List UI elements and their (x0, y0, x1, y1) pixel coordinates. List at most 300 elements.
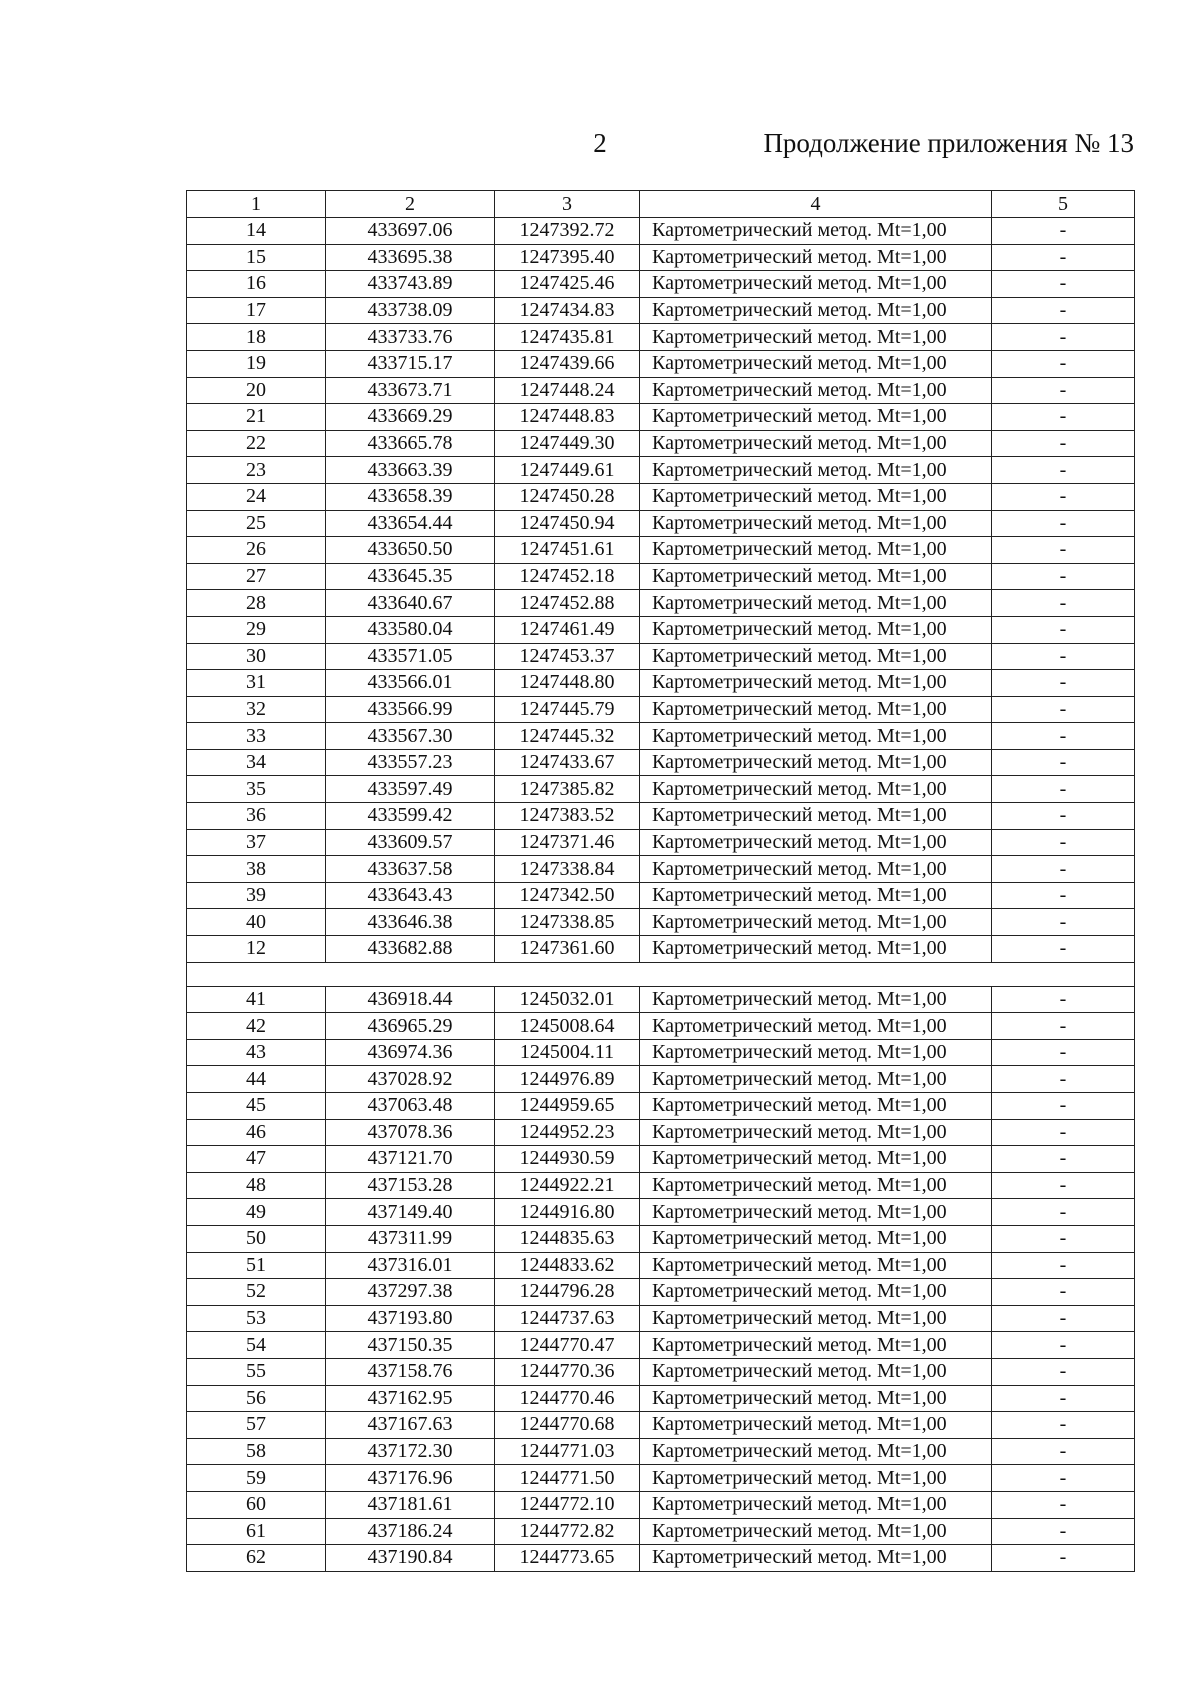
x-coordinate-cell: 437078.36 (326, 1119, 495, 1146)
point-number-cell: 62 (187, 1545, 326, 1572)
method-description-cell: Картометрический метод. Mt=1,00 (640, 1013, 992, 1040)
point-number-cell: 35 (187, 776, 326, 803)
table-row (187, 350, 1135, 377)
y-coordinate-cell: 1244930.59 (495, 1146, 640, 1173)
table-row (187, 986, 1135, 1013)
table-row (187, 297, 1135, 324)
x-coordinate-cell: 436974.36 (326, 1039, 495, 1066)
method-description-cell: Картометрический метод. Mt=1,00 (640, 590, 992, 617)
point-number-cell: 24 (187, 483, 326, 510)
table-row (187, 218, 1135, 245)
table-row (187, 1093, 1135, 1120)
point-number-cell: 42 (187, 1013, 326, 1040)
x-coordinate-cell: 437193.80 (326, 1305, 495, 1332)
x-coordinate-cell: 433637.58 (326, 856, 495, 883)
note-cell: - (992, 643, 1135, 670)
table-row (187, 1305, 1135, 1332)
method-description-cell: Картометрический метод. Mt=1,00 (640, 1438, 992, 1465)
y-coordinate-cell: 1247371.46 (495, 829, 640, 856)
y-coordinate-cell: 1244976.89 (495, 1066, 640, 1093)
method-description-cell: Картометрический метод. Mt=1,00 (640, 404, 992, 431)
column-header-2: 2 (326, 191, 495, 218)
coordinates-table (186, 190, 1135, 1572)
point-number-cell: 38 (187, 856, 326, 883)
x-coordinate-cell: 437149.40 (326, 1199, 495, 1226)
y-coordinate-cell: 1244916.80 (495, 1199, 640, 1226)
method-description-cell: Картометрический метод. Mt=1,00 (640, 1305, 992, 1332)
method-description-cell: Картометрический метод. Mt=1,00 (640, 1093, 992, 1120)
note-cell: - (992, 1172, 1135, 1199)
table-body (187, 218, 1135, 1572)
note-cell: - (992, 483, 1135, 510)
table-row (187, 670, 1135, 697)
method-description-cell: Картометрический метод. Mt=1,00 (640, 1518, 992, 1545)
method-description-cell: Картометрический метод. Mt=1,00 (640, 1491, 992, 1518)
note-cell: - (992, 1412, 1135, 1439)
table-row (187, 590, 1135, 617)
point-number-cell: 40 (187, 909, 326, 936)
note-cell: - (992, 457, 1135, 484)
method-description-cell: Картометрический метод. Mt=1,00 (640, 218, 992, 245)
point-number-cell: 32 (187, 696, 326, 723)
y-coordinate-cell: 1244772.10 (495, 1491, 640, 1518)
y-coordinate-cell: 1244771.03 (495, 1438, 640, 1465)
appendix-title: Продолжение приложения № 13 (763, 128, 1134, 158)
table-row (187, 723, 1135, 750)
point-number-cell: 33 (187, 723, 326, 750)
table-row (187, 1199, 1135, 1226)
point-number-cell: 37 (187, 829, 326, 856)
header-row (187, 191, 1135, 218)
table-row (187, 324, 1135, 351)
column-header-3: 3 (495, 191, 640, 218)
point-number-cell: 49 (187, 1199, 326, 1226)
x-coordinate-cell: 437176.96 (326, 1465, 495, 1492)
table-row (187, 909, 1135, 936)
point-number-cell: 28 (187, 590, 326, 617)
method-description-cell: Картометрический метод. Mt=1,00 (640, 1066, 992, 1093)
point-number-cell: 30 (187, 643, 326, 670)
y-coordinate-cell: 1244770.47 (495, 1332, 640, 1359)
method-description-cell: Картометрический метод. Mt=1,00 (640, 271, 992, 298)
note-cell: - (992, 856, 1135, 883)
x-coordinate-cell: 433566.01 (326, 670, 495, 697)
table-row (187, 882, 1135, 909)
note-cell: - (992, 909, 1135, 936)
point-number-cell: 52 (187, 1279, 326, 1306)
y-coordinate-cell: 1247449.61 (495, 457, 640, 484)
point-number-cell: 59 (187, 1465, 326, 1492)
table-row (187, 1332, 1135, 1359)
y-coordinate-cell: 1247452.18 (495, 563, 640, 590)
x-coordinate-cell: 437316.01 (326, 1252, 495, 1279)
method-description-cell: Картометрический метод. Mt=1,00 (640, 537, 992, 564)
point-number-cell: 29 (187, 616, 326, 643)
method-description-cell: Картометрический метод. Mt=1,00 (640, 1385, 992, 1412)
x-coordinate-cell: 437028.92 (326, 1066, 495, 1093)
table-row (187, 1039, 1135, 1066)
table-row (187, 537, 1135, 564)
method-description-cell: Картометрический метод. Mt=1,00 (640, 457, 992, 484)
table-row (187, 696, 1135, 723)
y-coordinate-cell: 1247450.94 (495, 510, 640, 537)
x-coordinate-cell: 437172.30 (326, 1438, 495, 1465)
note-cell: - (992, 776, 1135, 803)
y-coordinate-cell: 1244796.28 (495, 1279, 640, 1306)
x-coordinate-cell: 433646.38 (326, 909, 495, 936)
x-coordinate-cell: 433733.76 (326, 324, 495, 351)
x-coordinate-cell: 436918.44 (326, 986, 495, 1013)
point-number-cell: 53 (187, 1305, 326, 1332)
x-coordinate-cell: 433597.49 (326, 776, 495, 803)
y-coordinate-cell: 1247448.83 (495, 404, 640, 431)
note-cell: - (992, 244, 1135, 271)
note-cell: - (992, 670, 1135, 697)
y-coordinate-cell: 1244959.65 (495, 1093, 640, 1120)
point-number-cell: 39 (187, 882, 326, 909)
point-number-cell: 58 (187, 1438, 326, 1465)
note-cell: - (992, 1252, 1135, 1279)
point-number-cell: 18 (187, 324, 326, 351)
x-coordinate-cell: 437121.70 (326, 1146, 495, 1173)
x-coordinate-cell: 437150.35 (326, 1332, 495, 1359)
method-description-cell: Картометрический метод. Mt=1,00 (640, 670, 992, 697)
method-description-cell: Картометрический метод. Mt=1,00 (640, 430, 992, 457)
note-cell: - (992, 616, 1135, 643)
method-description-cell: Картометрический метод. Mt=1,00 (640, 324, 992, 351)
table-row (187, 1279, 1135, 1306)
note-cell: - (992, 1358, 1135, 1385)
x-coordinate-cell: 437153.28 (326, 1172, 495, 1199)
y-coordinate-cell: 1247461.49 (495, 616, 640, 643)
point-number-cell: 12 (187, 936, 326, 963)
table-row (187, 803, 1135, 830)
group-separator-cell (187, 962, 1135, 986)
x-coordinate-cell: 437297.38 (326, 1279, 495, 1306)
x-coordinate-cell: 433566.99 (326, 696, 495, 723)
y-coordinate-cell: 1247451.61 (495, 537, 640, 564)
method-description-cell: Картометрический метод. Mt=1,00 (640, 882, 992, 909)
table-row (187, 1465, 1135, 1492)
x-coordinate-cell: 437167.63 (326, 1412, 495, 1439)
table-row (187, 1491, 1135, 1518)
table-row (187, 1545, 1135, 1572)
y-coordinate-cell: 1247439.66 (495, 350, 640, 377)
point-number-cell: 15 (187, 244, 326, 271)
y-coordinate-cell: 1247434.83 (495, 297, 640, 324)
x-coordinate-cell: 436965.29 (326, 1013, 495, 1040)
x-coordinate-cell: 433682.88 (326, 936, 495, 963)
y-coordinate-cell: 1247453.37 (495, 643, 640, 670)
table-row (187, 1013, 1135, 1040)
point-number-cell: 25 (187, 510, 326, 537)
x-coordinate-cell: 433567.30 (326, 723, 495, 750)
y-coordinate-cell: 1247448.24 (495, 377, 640, 404)
y-coordinate-cell: 1247449.30 (495, 430, 640, 457)
x-coordinate-cell: 433643.43 (326, 882, 495, 909)
note-cell: - (992, 1545, 1135, 1572)
method-description-cell: Картометрический метод. Mt=1,00 (640, 1146, 992, 1173)
point-number-cell: 44 (187, 1066, 326, 1093)
method-description-cell: Картометрический метод. Mt=1,00 (640, 1199, 992, 1226)
method-description-cell: Картометрический метод. Mt=1,00 (640, 986, 992, 1013)
table-row (187, 1358, 1135, 1385)
note-cell: - (992, 1013, 1135, 1040)
table-row (187, 776, 1135, 803)
table-row (187, 404, 1135, 431)
method-description-cell: Картометрический метод. Mt=1,00 (640, 297, 992, 324)
y-coordinate-cell: 1247448.80 (495, 670, 640, 697)
note-cell: - (992, 1146, 1135, 1173)
x-coordinate-cell: 433673.71 (326, 377, 495, 404)
note-cell: - (992, 563, 1135, 590)
method-description-cell: Картометрический метод. Mt=1,00 (640, 616, 992, 643)
note-cell: - (992, 1305, 1135, 1332)
note-cell: - (992, 829, 1135, 856)
table-row (187, 1438, 1135, 1465)
point-number-cell: 55 (187, 1358, 326, 1385)
x-coordinate-cell: 437158.76 (326, 1358, 495, 1385)
note-cell: - (992, 324, 1135, 351)
x-coordinate-cell: 433695.38 (326, 244, 495, 271)
group-separator-row (187, 962, 1135, 986)
y-coordinate-cell: 1247445.79 (495, 696, 640, 723)
point-number-cell: 48 (187, 1172, 326, 1199)
table-row (187, 643, 1135, 670)
method-description-cell: Картометрический метод. Mt=1,00 (640, 1412, 992, 1439)
x-coordinate-cell: 433571.05 (326, 643, 495, 670)
method-description-cell: Картометрический метод. Mt=1,00 (640, 1545, 992, 1572)
table-row (187, 271, 1135, 298)
method-description-cell: Картометрический метод. Mt=1,00 (640, 377, 992, 404)
y-coordinate-cell: 1247452.88 (495, 590, 640, 617)
y-coordinate-cell: 1247392.72 (495, 218, 640, 245)
method-description-cell: Картометрический метод. Mt=1,00 (640, 856, 992, 883)
method-description-cell: Картометрический метод. Mt=1,00 (640, 483, 992, 510)
table-row (187, 483, 1135, 510)
point-number-cell: 61 (187, 1518, 326, 1545)
table-row (187, 1412, 1135, 1439)
x-coordinate-cell: 433645.35 (326, 563, 495, 590)
point-number-cell: 17 (187, 297, 326, 324)
x-coordinate-cell: 433663.39 (326, 457, 495, 484)
point-number-cell: 20 (187, 377, 326, 404)
x-coordinate-cell: 437162.95 (326, 1385, 495, 1412)
column-header-4: 4 (640, 191, 992, 218)
method-description-cell: Картометрический метод. Mt=1,00 (640, 829, 992, 856)
y-coordinate-cell: 1244770.36 (495, 1358, 640, 1385)
y-coordinate-cell: 1247435.81 (495, 324, 640, 351)
point-number-cell: 36 (187, 803, 326, 830)
y-coordinate-cell: 1244773.65 (495, 1545, 640, 1572)
y-coordinate-cell: 1247445.32 (495, 723, 640, 750)
note-cell: - (992, 1332, 1135, 1359)
y-coordinate-cell: 1247361.60 (495, 936, 640, 963)
method-description-cell: Картометрический метод. Mt=1,00 (640, 1172, 992, 1199)
page-number: 2 (593, 128, 607, 158)
note-cell: - (992, 350, 1135, 377)
table-row (187, 856, 1135, 883)
point-number-cell: 50 (187, 1225, 326, 1252)
y-coordinate-cell: 1244737.63 (495, 1305, 640, 1332)
y-coordinate-cell: 1244833.62 (495, 1252, 640, 1279)
x-coordinate-cell: 433557.23 (326, 749, 495, 776)
y-coordinate-cell: 1244772.82 (495, 1518, 640, 1545)
table-row (187, 1066, 1135, 1093)
note-cell: - (992, 723, 1135, 750)
method-description-cell: Картометрический метод. Mt=1,00 (640, 1252, 992, 1279)
table-row (187, 1252, 1135, 1279)
note-cell: - (992, 271, 1135, 298)
note-cell: - (992, 430, 1135, 457)
table-row (187, 563, 1135, 590)
x-coordinate-cell: 433650.50 (326, 537, 495, 564)
x-coordinate-cell: 433609.57 (326, 829, 495, 856)
note-cell: - (992, 1465, 1135, 1492)
y-coordinate-cell: 1245004.11 (495, 1039, 640, 1066)
table-row (187, 430, 1135, 457)
point-number-cell: 45 (187, 1093, 326, 1120)
method-description-cell: Картометрический метод. Mt=1,00 (640, 1332, 992, 1359)
y-coordinate-cell: 1244952.23 (495, 1119, 640, 1146)
table-row (187, 244, 1135, 271)
point-number-cell: 16 (187, 271, 326, 298)
point-number-cell: 57 (187, 1412, 326, 1439)
y-coordinate-cell: 1244922.21 (495, 1172, 640, 1199)
note-cell: - (992, 749, 1135, 776)
table-row (187, 749, 1135, 776)
y-coordinate-cell: 1247385.82 (495, 776, 640, 803)
point-number-cell: 27 (187, 563, 326, 590)
column-header-1: 1 (187, 191, 326, 218)
method-description-cell: Картометрический метод. Mt=1,00 (640, 563, 992, 590)
point-number-cell: 31 (187, 670, 326, 697)
y-coordinate-cell: 1245008.64 (495, 1013, 640, 1040)
note-cell: - (992, 986, 1135, 1013)
x-coordinate-cell: 437186.24 (326, 1518, 495, 1545)
note-cell: - (992, 537, 1135, 564)
x-coordinate-cell: 433658.39 (326, 483, 495, 510)
point-number-cell: 47 (187, 1146, 326, 1173)
point-number-cell: 56 (187, 1385, 326, 1412)
y-coordinate-cell: 1247383.52 (495, 803, 640, 830)
y-coordinate-cell: 1245032.01 (495, 986, 640, 1013)
point-number-cell: 60 (187, 1491, 326, 1518)
note-cell: - (992, 1279, 1135, 1306)
method-description-cell: Картометрический метод. Mt=1,00 (640, 1358, 992, 1385)
table-row (187, 1146, 1135, 1173)
x-coordinate-cell: 437063.48 (326, 1093, 495, 1120)
y-coordinate-cell: 1244770.46 (495, 1385, 640, 1412)
x-coordinate-cell: 433654.44 (326, 510, 495, 537)
method-description-cell: Картометрический метод. Mt=1,00 (640, 510, 992, 537)
y-coordinate-cell: 1244771.50 (495, 1465, 640, 1492)
point-number-cell: 51 (187, 1252, 326, 1279)
note-cell: - (992, 1518, 1135, 1545)
table-row (187, 829, 1135, 856)
y-coordinate-cell: 1244835.63 (495, 1225, 640, 1252)
method-description-cell: Картометрический метод. Mt=1,00 (640, 643, 992, 670)
method-description-cell: Картометрический метод. Mt=1,00 (640, 1119, 992, 1146)
point-number-cell: 54 (187, 1332, 326, 1359)
table-row (187, 1119, 1135, 1146)
point-number-cell: 43 (187, 1039, 326, 1066)
point-number-cell: 23 (187, 457, 326, 484)
x-coordinate-cell: 433738.09 (326, 297, 495, 324)
x-coordinate-cell: 433669.29 (326, 404, 495, 431)
point-number-cell: 21 (187, 404, 326, 431)
note-cell: - (992, 1491, 1135, 1518)
method-description-cell: Картометрический метод. Mt=1,00 (640, 776, 992, 803)
note-cell: - (992, 590, 1135, 617)
x-coordinate-cell: 433697.06 (326, 218, 495, 245)
note-cell: - (992, 1066, 1135, 1093)
y-coordinate-cell: 1247433.67 (495, 749, 640, 776)
note-cell: - (992, 297, 1135, 324)
method-description-cell: Картометрический метод. Mt=1,00 (640, 749, 992, 776)
x-coordinate-cell: 437190.84 (326, 1545, 495, 1572)
x-coordinate-cell: 433580.04 (326, 616, 495, 643)
y-coordinate-cell: 1247425.46 (495, 271, 640, 298)
note-cell: - (992, 404, 1135, 431)
method-description-cell: Картометрический метод. Mt=1,00 (640, 1465, 992, 1492)
point-number-cell: 46 (187, 1119, 326, 1146)
y-coordinate-cell: 1247395.40 (495, 244, 640, 271)
table-row (187, 1172, 1135, 1199)
note-cell: - (992, 1119, 1135, 1146)
table-row (187, 1225, 1135, 1252)
note-cell: - (992, 696, 1135, 723)
note-cell: - (992, 1438, 1135, 1465)
x-coordinate-cell: 437181.61 (326, 1491, 495, 1518)
y-coordinate-cell: 1247338.85 (495, 909, 640, 936)
x-coordinate-cell: 433599.42 (326, 803, 495, 830)
y-coordinate-cell: 1247450.28 (495, 483, 640, 510)
method-description-cell: Картометрический метод. Mt=1,00 (640, 723, 992, 750)
method-description-cell: Картометрический метод. Mt=1,00 (640, 244, 992, 271)
point-number-cell: 22 (187, 430, 326, 457)
note-cell: - (992, 1225, 1135, 1252)
method-description-cell: Картометрический метод. Mt=1,00 (640, 1039, 992, 1066)
table-row (187, 616, 1135, 643)
note-cell: - (992, 218, 1135, 245)
table-row (187, 1518, 1135, 1545)
table-row (187, 936, 1135, 963)
x-coordinate-cell: 433715.17 (326, 350, 495, 377)
point-number-cell: 41 (187, 986, 326, 1013)
table-row (187, 1385, 1135, 1412)
method-description-cell: Картометрический метод. Mt=1,00 (640, 803, 992, 830)
point-number-cell: 26 (187, 537, 326, 564)
y-coordinate-cell: 1247338.84 (495, 856, 640, 883)
y-coordinate-cell: 1247342.50 (495, 882, 640, 909)
x-coordinate-cell: 437311.99 (326, 1225, 495, 1252)
table-row (187, 510, 1135, 537)
point-number-cell: 14 (187, 218, 326, 245)
x-coordinate-cell: 433743.89 (326, 271, 495, 298)
note-cell: - (992, 377, 1135, 404)
table-row (187, 377, 1135, 404)
point-number-cell: 19 (187, 350, 326, 377)
method-description-cell: Картометрический метод. Mt=1,00 (640, 909, 992, 936)
method-description-cell: Картометрический метод. Mt=1,00 (640, 1279, 992, 1306)
method-description-cell: Картометрический метод. Mt=1,00 (640, 936, 992, 963)
column-header-5: 5 (992, 191, 1135, 218)
note-cell: - (992, 936, 1135, 963)
note-cell: - (992, 1093, 1135, 1120)
method-description-cell: Картометрический метод. Mt=1,00 (640, 350, 992, 377)
point-number-cell: 34 (187, 749, 326, 776)
